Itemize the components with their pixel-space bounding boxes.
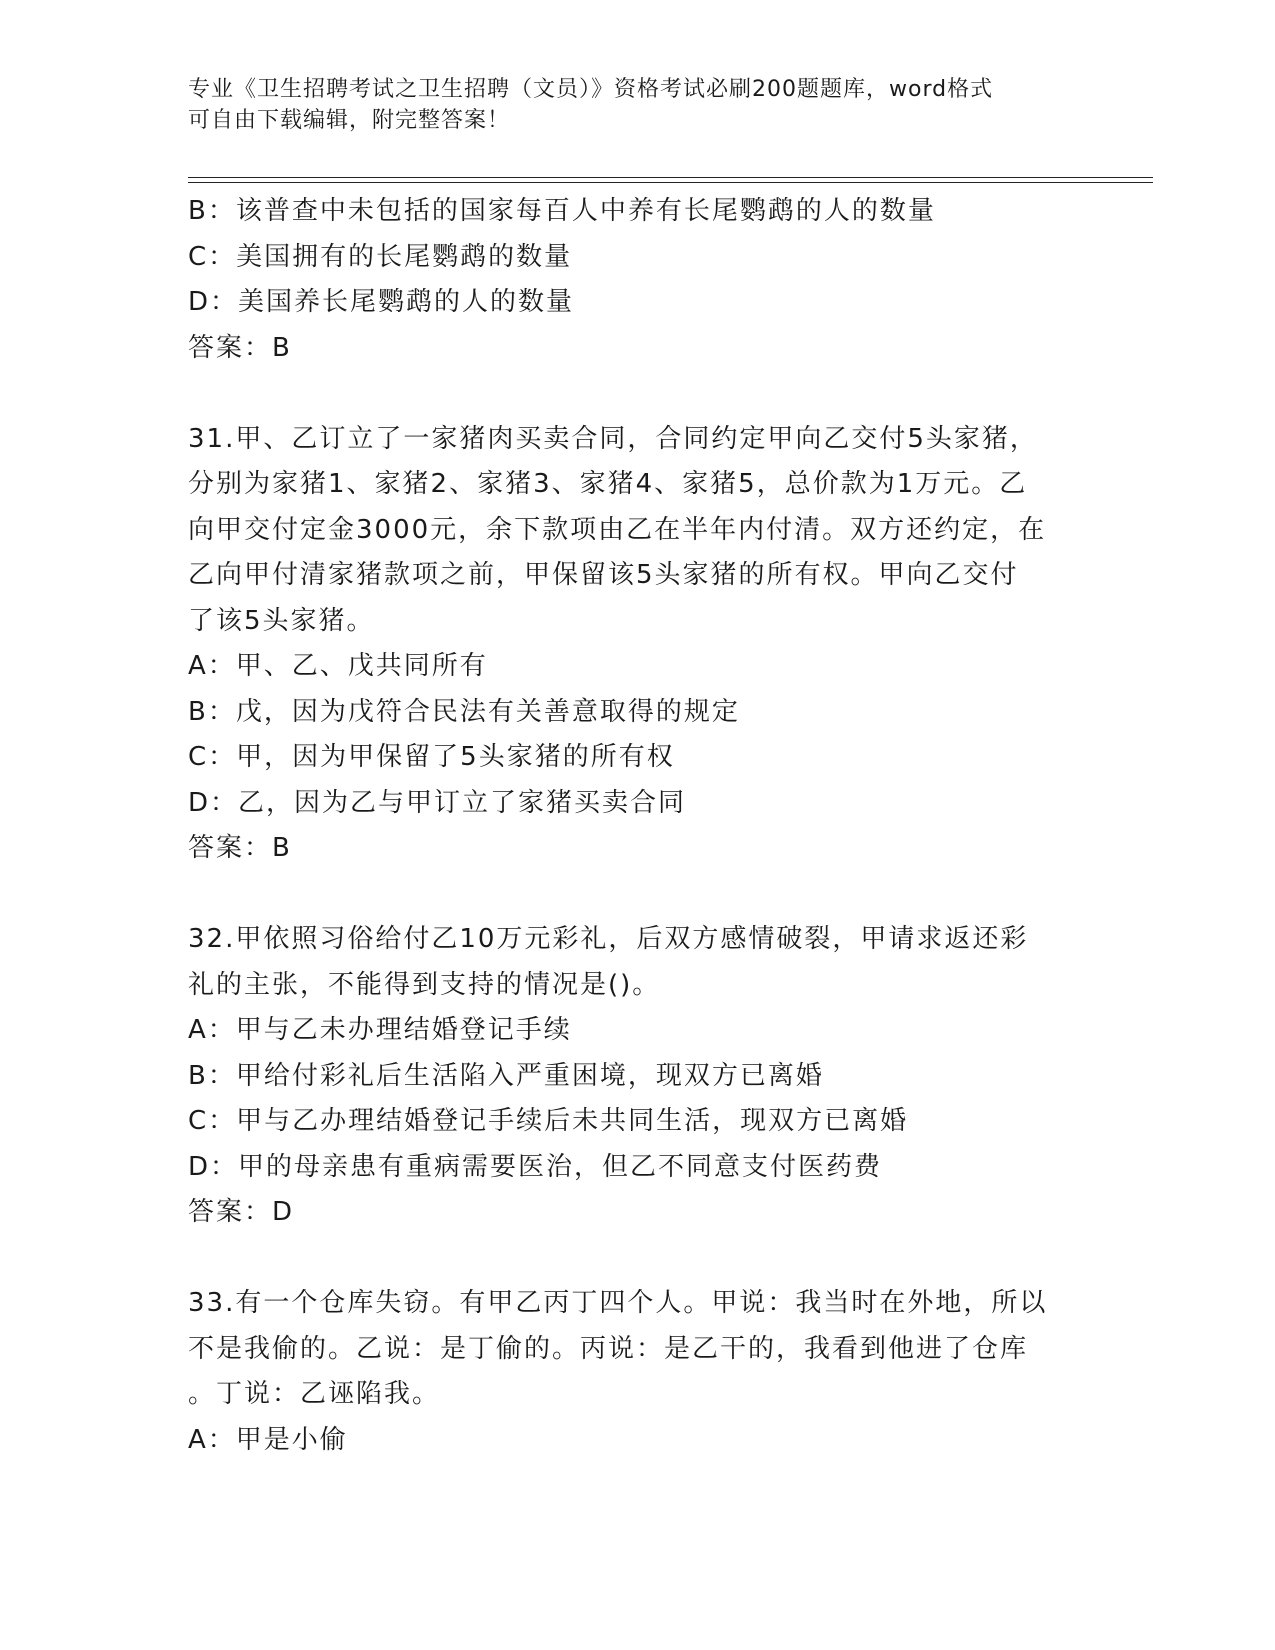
q32-option-d: D：甲的母亲患有重病需要医治，但乙不同意支付医药费 [188,1151,883,1182]
q31-option-b: B：戊，因为戊符合民法有关善意取得的规定 [188,696,740,727]
q31-option-d: D：乙，因为乙与甲订立了家猪买卖合同 [188,787,687,818]
q32-answer: 答案：D [188,1197,295,1227]
q32-stem-line-2: 礼的主张，不能得到支持的情况是()。 [188,969,661,1000]
header-divider-top [188,177,1153,178]
q31-answer: 答案：B [188,833,292,863]
q31-stem-line-4: 乙向甲付清家猪款项之前，甲保留该5头家猪的所有权。甲向乙交付 [188,560,1019,590]
q31-stem-line-2: 分别为家猪1、家猪2、家猪3、家猪4、家猪5，总价款为1万元。乙 [188,469,1028,499]
header-divider-bottom [188,182,1153,183]
q31-stem-line-3: 向甲交付定金3000元，余下款项由乙在半年内付清。双方还约定，在 [188,514,1047,545]
q30-answer: 答案：B [188,332,292,363]
spacer [188,1236,1088,1282]
spacer [188,872,1088,918]
document-header [188,74,1088,136]
q30-option-d: D：美国养长尾鹦鹉的人的数量 [188,287,575,317]
q31-option-a: A：甲、乙、戊共同所有 [188,651,488,681]
q30-option-c: C：美国拥有的长尾鹦鹉的数量 [188,241,573,272]
q32-option-c: C：甲与乙办理结婚登记手续后未共同生活，现双方已离婚 [188,1106,909,1136]
q33-option-a: A：甲是小偷 [188,1424,348,1455]
q33-stem-line-2: 不是我偷的。乙说：是丁偷的。丙说：是乙干的，我看到他进了仓库 [188,1333,1029,1364]
q32-option-a: A：甲与乙未办理结婚登记手续 [188,1015,572,1045]
q32-stem-line-1: 32.甲依照习俗给付乙10万元彩礼，后双方感情破裂，甲请求返还彩 [188,924,1029,954]
question-content [188,189,1088,1463]
q32-option-b: B：甲给付彩礼后生活陷入严重困境，现双方已离婚 [188,1060,824,1091]
q31-option-c: C：甲，因为甲保留了5头家猪的所有权 [188,742,675,772]
q31-stem-line-1: 31.甲、乙订立了一家猪肉买卖合同，合同约定甲向乙交付5头家猪， [188,423,1038,454]
header-line-1: 专业《卫生招聘考试之卫生招聘（文员）》资格考试必刷200题题库，word格式 [188,77,994,102]
q30-option-b: B：该普查中未包括的国家每百人中养有长尾鹦鹉的人的数量 [188,196,936,226]
q33-stem-line-1: 33.有一个仓库失窃。有甲乙丙丁四个人。甲说：我当时在外地，所以 [188,1288,1048,1318]
header-line-2: 可自由下载编辑，附完整答案！ [188,108,511,133]
spacer [188,371,1088,417]
q33-stem-line-3: 。丁说：乙诬陷我。 [188,1379,441,1409]
q31-stem-line-5: 了该5头家猪。 [188,605,375,636]
